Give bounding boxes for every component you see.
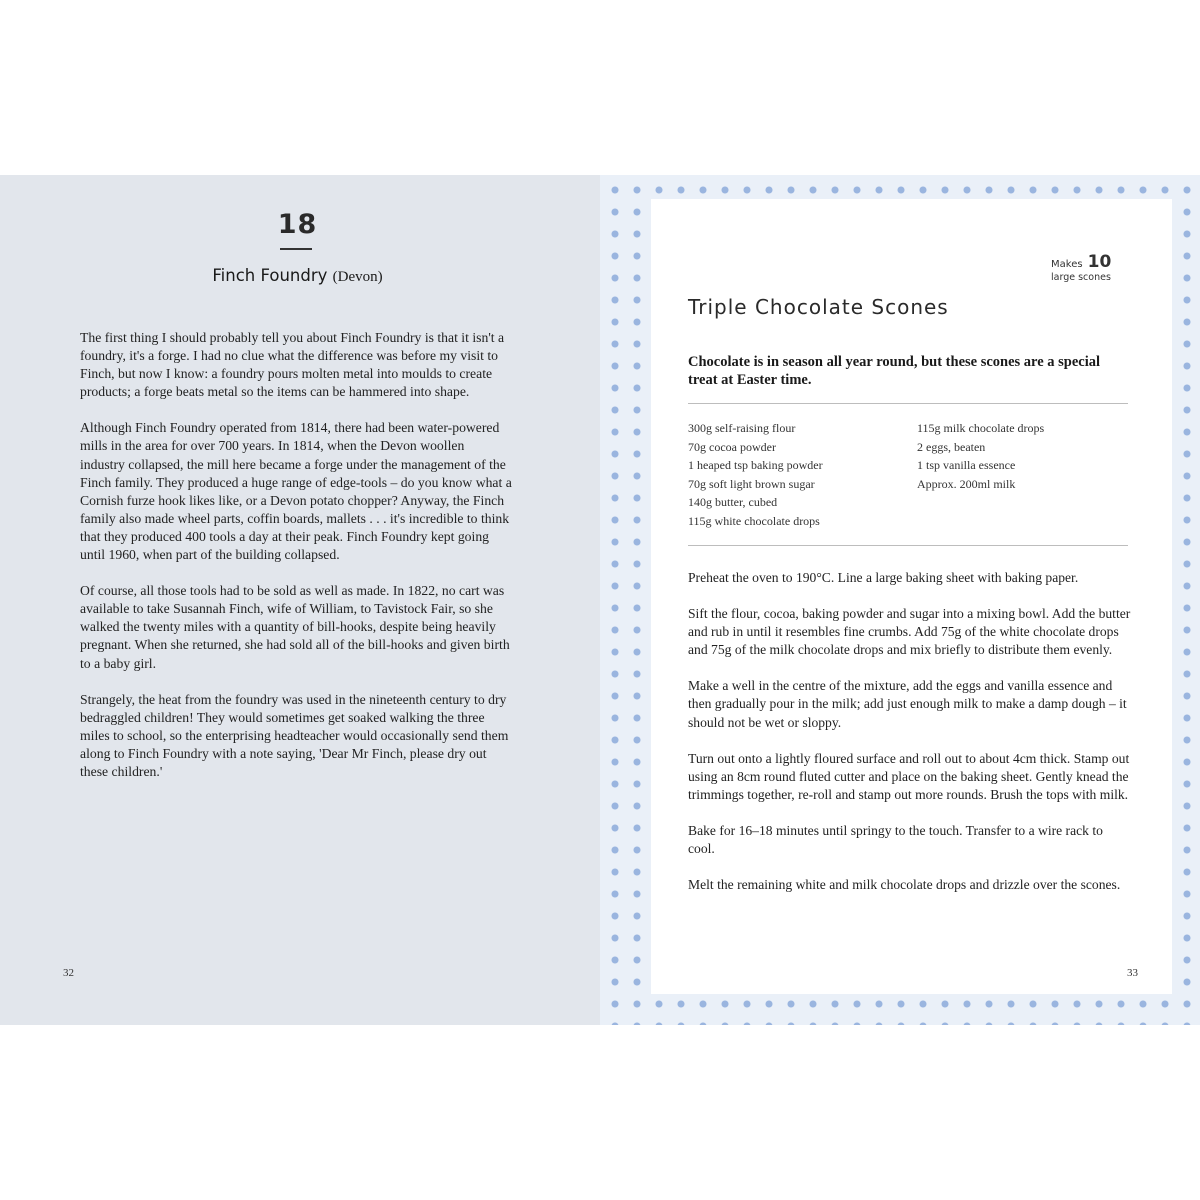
body-paragraph: Although Finch Foundry operated from 1814, there had been water-powered mills in the area for over 700 years. In 1814, when the Devon woollen industry collapsed, the mill here became a forge under the management of the Finch family. They produced a huge range of edge-tools – do you know what a Cornish furze hook likes like, or a Devon potato chopper? Anyway, the Finch family also made wheel parts, coffin boards, mallets . . . it's incredible to think that they produced 400 tools a day at their peak. Finch Foundry kept going until 1960, when part of the building collapsed. xyxy=(80,420,512,563)
book-spread xyxy=(0,175,1200,1025)
ingredient-item: 2 eggs, beaten xyxy=(917,439,986,454)
divider-top xyxy=(688,403,1128,404)
page-number-left: 32 xyxy=(63,967,74,979)
recipe-card xyxy=(651,199,1172,994)
makes-count: 10 xyxy=(1087,252,1112,272)
page-number-right: 33 xyxy=(1127,967,1138,979)
ingredient-item: 115g milk chocolate drops xyxy=(917,421,1045,435)
right-page xyxy=(600,175,1200,1025)
body-paragraph: Of course, all those tools had to be sold as well as made. In 1822, no cart was available to take Susannah Finch, wife of William, to Tavistock Fair, so she walked the twenty miles with a quantity of bill-hooks, despite being heavily pregnant. When she returned, she had sold all of the bill-hooks and given birth to a baby girl. xyxy=(80,583,510,671)
left-body-text xyxy=(80,329,512,799)
ingredient-item: 70g soft light brown sugar xyxy=(688,476,815,491)
yield-label xyxy=(1051,252,1141,283)
method-step: Sift the flour, cocoa, baking powder and sugar into a mixing bowl. Add the butter and rub in until it resembles fine crumbs. Add 75g of the white chocolate drops and 75g of the milk chocolate drops and mix briefly to distribute them evenly. xyxy=(688,606,1131,658)
chapter-number: 18 xyxy=(277,209,318,240)
ingredient-item: 1 heaped tsp baking powder xyxy=(688,458,823,472)
ingredient-item: 140g butter, cubed xyxy=(688,495,778,509)
method-steps xyxy=(688,569,1133,912)
chapter-divider xyxy=(280,248,312,250)
chapter-region: (Devon) xyxy=(332,269,383,285)
method-step: Preheat the oven to 190°C. Line a large baking sheet with baking paper. xyxy=(688,570,1079,585)
body-paragraph: Strangely, the heat from the foundry was used in the nineteenth century to dry bedraggled children! They would sometimes get soaked walking the three miles to school, so the enterprising headteacher would occasionally send them along to Finch Foundry with a note saying, 'Dear Mr Finch, please dry out these children.' xyxy=(80,691,509,779)
chapter-title xyxy=(0,266,595,286)
ingredient-item: 115g white chocolate drops xyxy=(688,513,820,528)
ingredient-item: 1 tsp vanilla essence xyxy=(917,458,1016,472)
method-step: Bake for 16–18 minutes until springy to the touch. Transfer to a wire rack to cool. xyxy=(688,822,1103,857)
chapter-title-text: Finch Foundry xyxy=(212,266,328,285)
recipe-intro: Chocolate is in season all year round, but these scones are a special treat at Easter time. xyxy=(688,354,1101,388)
body-paragraph: The first thing I should probably tell you about Finch Foundry is that it isn't a foundry, it's a forge. I had no clue what the difference was before my visit to Finch, but now I know: a foundry pours molten metal into moulds to create products; a forge beats metal so the items can be hammered into shape. xyxy=(80,330,505,400)
left-page xyxy=(0,175,600,1025)
ingredient-item: 70g cocoa powder xyxy=(688,439,776,454)
method-step: Turn out onto a lightly floured surface and roll out to about 4cm thick. Stamp out using an 8cm round fluted cutter and place on the baking sheet. Gently knead the trimmings together, re-roll and stamp out more rounds. Brush the tops with milk. xyxy=(688,750,1130,802)
makes-unit: large scones xyxy=(1051,272,1111,283)
ingredient-item: Approx. 200ml milk xyxy=(917,476,1016,491)
ingredients-column-2 xyxy=(917,419,1127,493)
ingredients-column-1 xyxy=(688,419,908,530)
method-step: Make a well in the centre of the mixture, add the eggs and vanilla essence and then gradually pour in the milk; add just enough milk to make a damp dough – it should not be wet or sloppy. xyxy=(688,678,1127,730)
recipe-title: Triple Chocolate Scones xyxy=(688,295,949,319)
divider-bottom xyxy=(688,545,1128,546)
method-step: Melt the remaining white and milk chocolate drops and drizzle over the scones. xyxy=(688,877,1121,893)
ingredient-item: 300g self-raising flour xyxy=(688,421,796,435)
makes-label: Makes xyxy=(1051,259,1083,270)
